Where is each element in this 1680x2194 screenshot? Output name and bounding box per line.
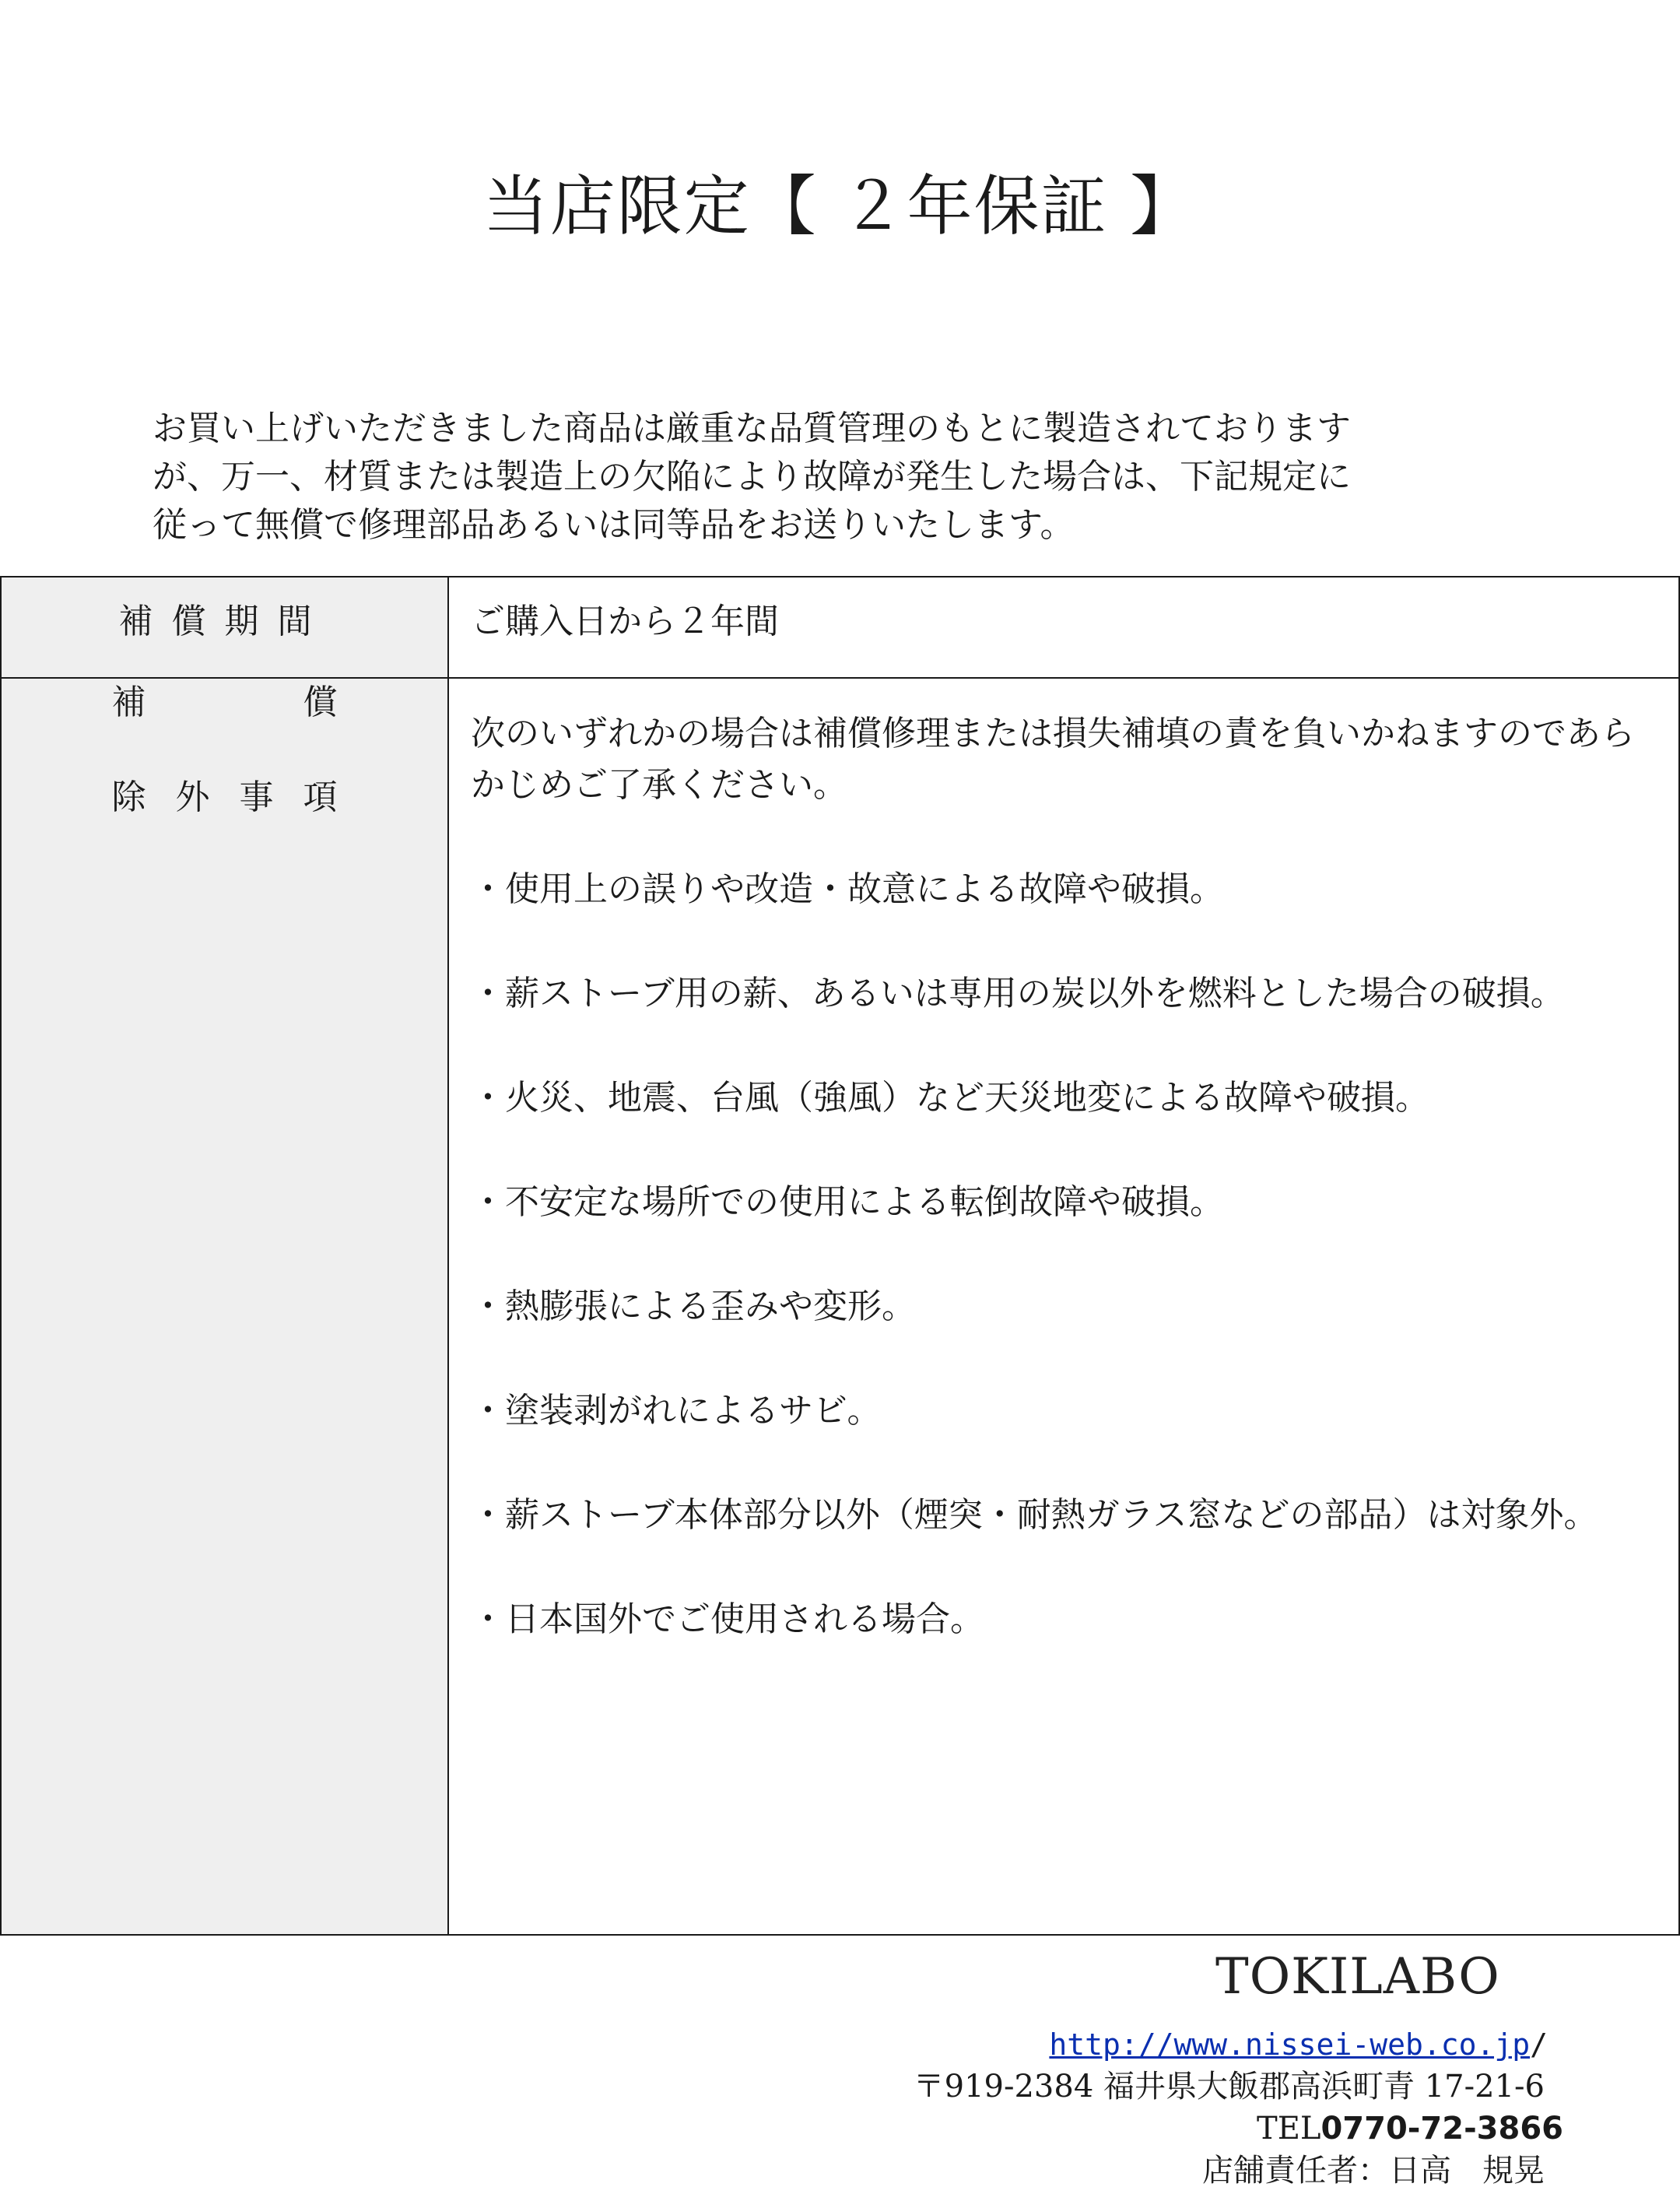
table-row-period	[1, 577, 1679, 678]
exclusion-item: ・日本国外でご使用される場合。	[471, 1599, 984, 1639]
exclusions-content-cell	[448, 678, 1679, 1935]
period-value-cell	[448, 577, 1679, 678]
exclusions-label-line2	[112, 774, 338, 822]
exclusions-content	[449, 679, 1678, 1645]
store-info	[913, 2024, 1563, 2192]
intro-paragraph	[153, 405, 1545, 549]
exclusions-label-char: 償	[303, 683, 338, 722]
phone-number: 0770-72-3866	[1321, 2111, 1563, 2147]
exclusion-item: ・薪ストーブ用の薪、あるいは専用の炭以外を燃料とした場合の破損。	[471, 974, 1565, 1013]
exclusions-label-char: 除	[111, 778, 146, 817]
exclusions-label-line1	[112, 679, 338, 727]
exclusions-label-char: 補	[111, 683, 146, 722]
period-label-cell	[1, 577, 448, 678]
period-value: ご購入日から２年間	[471, 602, 779, 641]
table-row-exclusions	[1, 678, 1679, 1935]
exclusions-label-cell	[1, 678, 448, 1935]
exclusion-item: ・熱膨張による歪みや変形。	[471, 1287, 916, 1326]
intro-line: お買い上げいただきました商品は厳重な品質管理のもとに製造されております	[153, 409, 1351, 448]
exclusion-item: ・塗装剥がれによるサビ。	[471, 1391, 882, 1430]
period-label: 補償期間	[118, 602, 331, 641]
store-manager: 店舗責任者：日高 規晃	[1202, 2153, 1545, 2189]
exclusion-item: ・不安定な場所での使用による転倒故障や破損。	[471, 1182, 1224, 1222]
exclusions-label-char: 事	[239, 778, 274, 817]
store-address: 〒919-2384 福井県大飯郡高浜町青 17-21-6	[913, 2069, 1545, 2104]
exclusions-label-char: 外	[175, 778, 210, 817]
page-title: 当店限定【 ２年保証 】	[482, 168, 1198, 244]
exclusions-label-char: 項	[303, 778, 338, 817]
exclusions-lead: 次のいずれかの場合は補償修理または損失補填の責を負いかねますのであらかじめご了承ください。	[471, 714, 1635, 805]
website-link[interactable]: http://www.nissei-web.co.jp	[1049, 2027, 1531, 2062]
exclusion-item: ・薪ストーブ本体部分以外（煙突・耐熱ガラス窓などの部品）は対象外。	[471, 1495, 1598, 1535]
phone-prefix: TEL	[1257, 2111, 1321, 2147]
exclusion-item: ・使用上の誤りや改造・故意による故障や破損。	[471, 869, 1224, 909]
intro-line: 従って無償で修理部品あるいは同等品をお送りいたします。	[153, 505, 1075, 545]
phone-line	[914, 2108, 1563, 2150]
exclusion-item: ・火災、地震、台風（強風）など天災地変による故障や破損。	[471, 1078, 1429, 1118]
url-line	[914, 2024, 1548, 2066]
brand-logo: TOKILABO	[1215, 1948, 1500, 2006]
intro-line: が、万一、材質または製造上の欠陥により故障が発生した場合は、下記規定に	[153, 457, 1351, 497]
warranty-table	[0, 576, 1680, 1936]
exclusions-label	[112, 679, 338, 822]
url-suffix: /	[1530, 2027, 1548, 2062]
